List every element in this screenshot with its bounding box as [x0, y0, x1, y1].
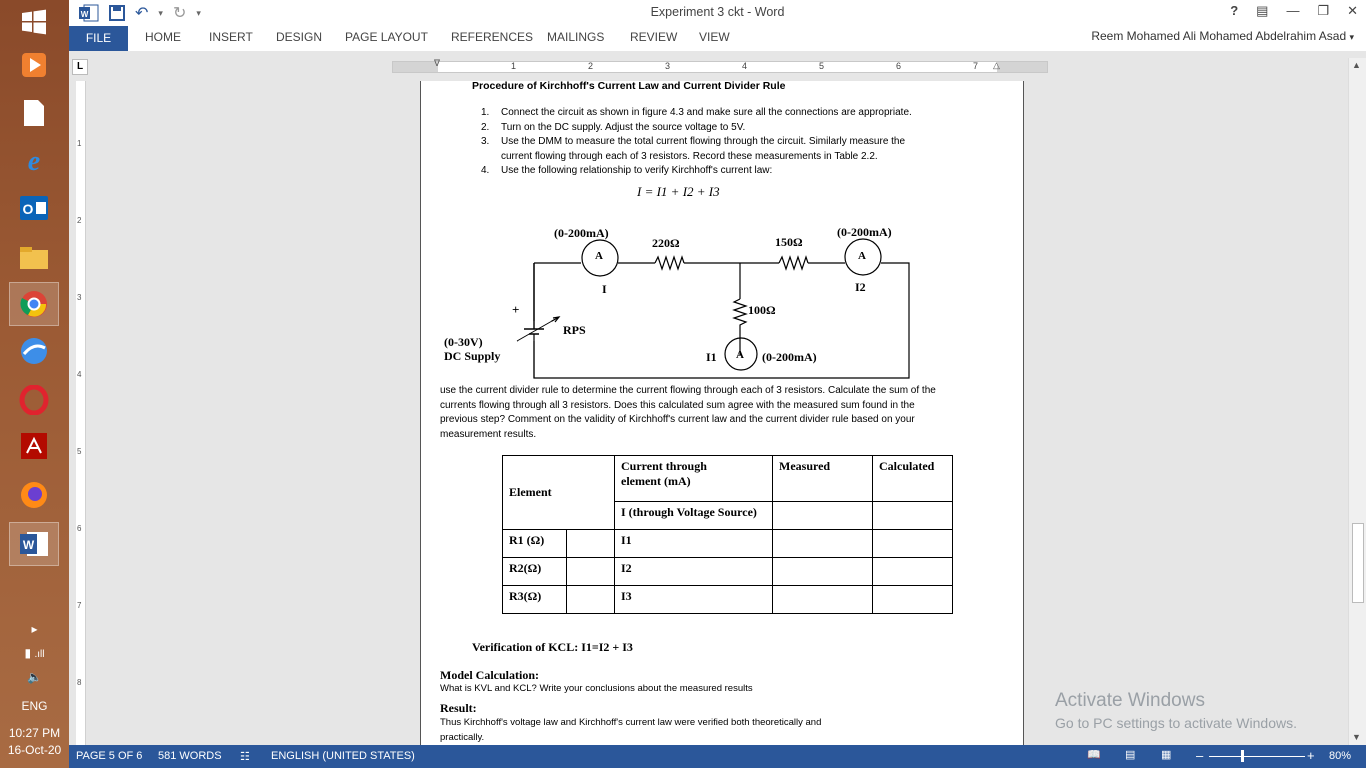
chrome-icon[interactable]	[9, 282, 59, 326]
activation-watermark: Activate Windows Go to PC settings to activate Windows.	[1055, 690, 1297, 731]
table-cell: I3	[615, 586, 773, 614]
tab-view[interactable]: VIEW	[699, 30, 730, 44]
ruler-number: 2	[77, 216, 82, 225]
ruler-number: 7	[973, 61, 979, 71]
tab-page-layout[interactable]: PAGE LAYOUT	[345, 30, 428, 44]
svg-text:W: W	[80, 10, 89, 19]
proofing-icon[interactable]: ☷	[240, 751, 250, 763]
word-icon[interactable]	[9, 522, 59, 566]
table-cell[interactable]	[567, 530, 615, 558]
indent-marker-icon[interactable]: ∇	[434, 58, 441, 68]
kcl-verification: Verification of KCL: I1=I2 + I3	[472, 640, 633, 654]
table-cell: I2	[615, 558, 773, 586]
table-cell[interactable]	[567, 558, 615, 586]
table-cell[interactable]	[773, 502, 873, 530]
ammeter-symbol: A	[858, 250, 866, 262]
list-item: 4. Use the following relationship to verify Kirchhoff's current law:	[481, 165, 773, 176]
ribbon-tabs	[69, 26, 1366, 51]
battery-signal-icon[interactable]: ▮ .ıll	[24, 646, 45, 660]
ruler-number: 4	[742, 61, 748, 71]
tab-design[interactable]: DESIGN	[276, 30, 323, 44]
ammeter-symbol: A	[595, 250, 603, 262]
tab-selector[interactable]: L	[72, 59, 88, 75]
firefox-icon[interactable]	[9, 473, 59, 517]
table-row	[503, 558, 953, 586]
language-indicator[interactable]: ENG	[21, 699, 48, 713]
minimize-icon[interactable]: —	[1286, 3, 1300, 18]
ammeter-symbol: A	[736, 349, 744, 361]
ruler-area	[69, 51, 1366, 81]
zoom-level[interactable]: 80%	[1329, 750, 1352, 762]
zoom-slider[interactable]	[1209, 756, 1305, 757]
positive-terminal: +	[512, 302, 520, 317]
print-layout-icon[interactable]: ▤	[1125, 749, 1136, 761]
window-controls	[1230, 3, 1358, 19]
tab-references[interactable]: REFERENCES	[451, 30, 534, 44]
table-cell[interactable]	[773, 558, 873, 586]
new-document-icon[interactable]	[9, 91, 59, 135]
page-count[interactable]: PAGE 5 OF 6	[76, 750, 143, 762]
resistor-r1-label: 220Ω	[652, 236, 680, 250]
volume-icon[interactable]: 🔈	[27, 670, 42, 684]
ruler-number: 5	[77, 447, 82, 456]
section-heading: Procedure of Kirchhoff's Current Law and Current Divider Rule	[472, 80, 786, 92]
ruler-number: 5	[819, 61, 825, 71]
table-cell[interactable]	[773, 586, 873, 614]
current-label-i2: I2	[855, 280, 866, 294]
clock-time[interactable]: 10:27 PM	[8, 726, 61, 740]
rps-label: RPS	[563, 323, 586, 337]
outlook-icon[interactable]	[9, 186, 59, 230]
title-bar	[69, 0, 1366, 26]
list-item: 2. Turn on the DC supply. Adjust the source voltage to 5V.	[481, 121, 746, 133]
ruler-number: 4	[77, 370, 82, 379]
clock-date[interactable]: 16-Oct-20	[7, 743, 62, 757]
resistor-r2-label: 150Ω	[775, 235, 803, 249]
ruler-number: 3	[77, 293, 82, 302]
svg-text:e: e	[27, 146, 41, 175]
scroll-thumb[interactable]	[1352, 523, 1364, 603]
ruler-number: 1	[511, 61, 517, 71]
restore-icon[interactable]: ❐	[1317, 3, 1330, 18]
instruction-paragraph: use the current divider rule to determine the current flowing through each of 3 resistors. Calculate the sum of the currents flowing through all 3 resistors. Does this calculated sum agree with the measured sum found in the previous step? Comment on the validity of Kirchhoff's current law and the current divider rule based on your measurement results.	[440, 385, 936, 440]
read-mode-icon[interactable]: 📖	[1087, 749, 1101, 761]
zoom-in-icon[interactable]: +	[1307, 748, 1315, 763]
right-indent-marker-icon[interactable]: △	[993, 60, 1000, 70]
ammeter-range-2: (0-200mA)	[837, 225, 892, 239]
header-source: I (through Voltage Source)	[615, 502, 773, 530]
ruler-number: 6	[77, 524, 82, 533]
horizontal-ruler[interactable]	[392, 58, 1048, 73]
ribbon-display-icon[interactable]: ▤	[1256, 3, 1269, 18]
header-current: Current through element (mA)	[615, 456, 773, 502]
internet-explorer-icon[interactable]	[9, 138, 59, 182]
scroll-down-icon[interactable]: ▼	[1352, 732, 1361, 742]
table-row	[503, 586, 953, 614]
web-layout-icon[interactable]: ▦	[1161, 749, 1172, 761]
undo-dropdown-icon[interactable]: ▾	[158, 7, 163, 18]
model-calculation-title: Model Calculation:	[440, 668, 539, 682]
vertical-ruler[interactable]	[76, 81, 86, 745]
table-row	[503, 530, 953, 558]
table-cell[interactable]	[567, 586, 615, 614]
table-cell[interactable]	[773, 530, 873, 558]
status-bar	[69, 745, 1366, 768]
header-measured: Measured	[773, 456, 873, 502]
document-page[interactable]	[420, 81, 1024, 745]
taskbar	[0, 0, 69, 768]
acrobat-icon[interactable]	[9, 424, 59, 468]
customize-qat-icon[interactable]: ▾	[196, 7, 201, 18]
table-cell: R2(Ω)	[503, 558, 567, 586]
list-item: 3. Use the DMM to measure the total current flowing through the circuit. Similarly measure the	[481, 136, 906, 147]
opera-icon[interactable]	[9, 378, 59, 422]
tab-review[interactable]: REVIEW	[630, 30, 678, 44]
supply-label: DC Supply	[444, 349, 501, 363]
list-item: 1. Connect the circuit as shown in figure 4.3 and make sure all the connections are appropriate.	[481, 107, 912, 118]
ruler-number: 1	[77, 139, 82, 148]
ruler-number: 2	[588, 61, 594, 71]
zoom-slider-thumb[interactable]	[1241, 750, 1244, 762]
undo-icon[interactable]: ↶	[135, 5, 149, 22]
ruler-number: 8	[77, 678, 82, 687]
zoom-out-icon[interactable]: –	[1196, 748, 1204, 763]
supply-range: (0-30V)	[444, 335, 483, 349]
user-name[interactable]: Reem Mohamed Ali Mohamed Abdelrahim Asad ▾	[1091, 29, 1354, 43]
procedure-list	[481, 106, 961, 179]
table-cell[interactable]	[873, 586, 953, 614]
current-label-i: I	[602, 282, 607, 296]
scroll-up-icon[interactable]: ▲	[1352, 60, 1361, 70]
browser-icon[interactable]	[9, 329, 59, 373]
media-player-icon[interactable]	[9, 43, 59, 87]
measurement-table	[502, 455, 953, 614]
svg-text:W: W	[22, 538, 35, 552]
circuit-diagram	[441, 221, 921, 383]
header-element: Element	[503, 456, 615, 530]
table-cell[interactable]	[873, 502, 953, 530]
window-title: Experiment 3 ckt - Word	[650, 5, 785, 19]
resistor-r3-label: 100Ω	[748, 303, 776, 317]
kcl-equation: I = I1 + I2 + I3	[637, 184, 720, 199]
ruler-number: 3	[665, 61, 671, 71]
tab-home[interactable]: HOME	[145, 30, 181, 44]
result-title: Result:	[440, 701, 477, 715]
model-calculation-text: What is KVL and KCL? Write your conclusions about the measured results	[440, 683, 753, 694]
tab-insert[interactable]: INSERT	[209, 30, 253, 44]
tab-mailings[interactable]: MAILINGS	[547, 30, 605, 44]
list-item: current flowing through each of 3 resistors. Record these measurements in Table 2.2.	[501, 150, 878, 162]
current-label-i1: I1	[706, 350, 717, 364]
ammeter-range-1: (0-200mA)	[554, 226, 609, 240]
table-cell[interactable]	[873, 558, 953, 586]
redo-icon[interactable]: ↻	[172, 5, 187, 22]
tab-file[interactable]: FILE	[69, 26, 128, 51]
table-cell: R3(Ω)	[503, 586, 567, 614]
ruler-number: 6	[896, 61, 902, 71]
ruler-number: 7	[77, 601, 82, 610]
header-calculated: Calculated	[873, 456, 953, 502]
word-count[interactable]: 581 WORDS	[158, 750, 222, 762]
tray-expand-icon[interactable]: ▸	[31, 622, 38, 636]
svg-text:O: O	[22, 201, 34, 217]
table-cell[interactable]	[873, 530, 953, 558]
file-explorer-icon[interactable]	[9, 235, 59, 279]
vertical-scrollbar[interactable]	[1348, 58, 1366, 745]
language-status[interactable]: ENGLISH (UNITED STATES)	[271, 750, 415, 762]
result-text: Thus Kirchhoff's voltage law and Kirchhoff's current law were verified both theoretically and practically.	[440, 717, 822, 743]
table-cell: R1 (Ω)	[503, 530, 567, 558]
help-icon[interactable]: ?	[1230, 3, 1239, 18]
table-cell: I1	[615, 530, 773, 558]
windows-start-icon[interactable]	[9, 0, 59, 44]
ammeter-range-3: (0-200mA)	[762, 350, 817, 364]
close-icon[interactable]: ✕	[1347, 3, 1358, 18]
